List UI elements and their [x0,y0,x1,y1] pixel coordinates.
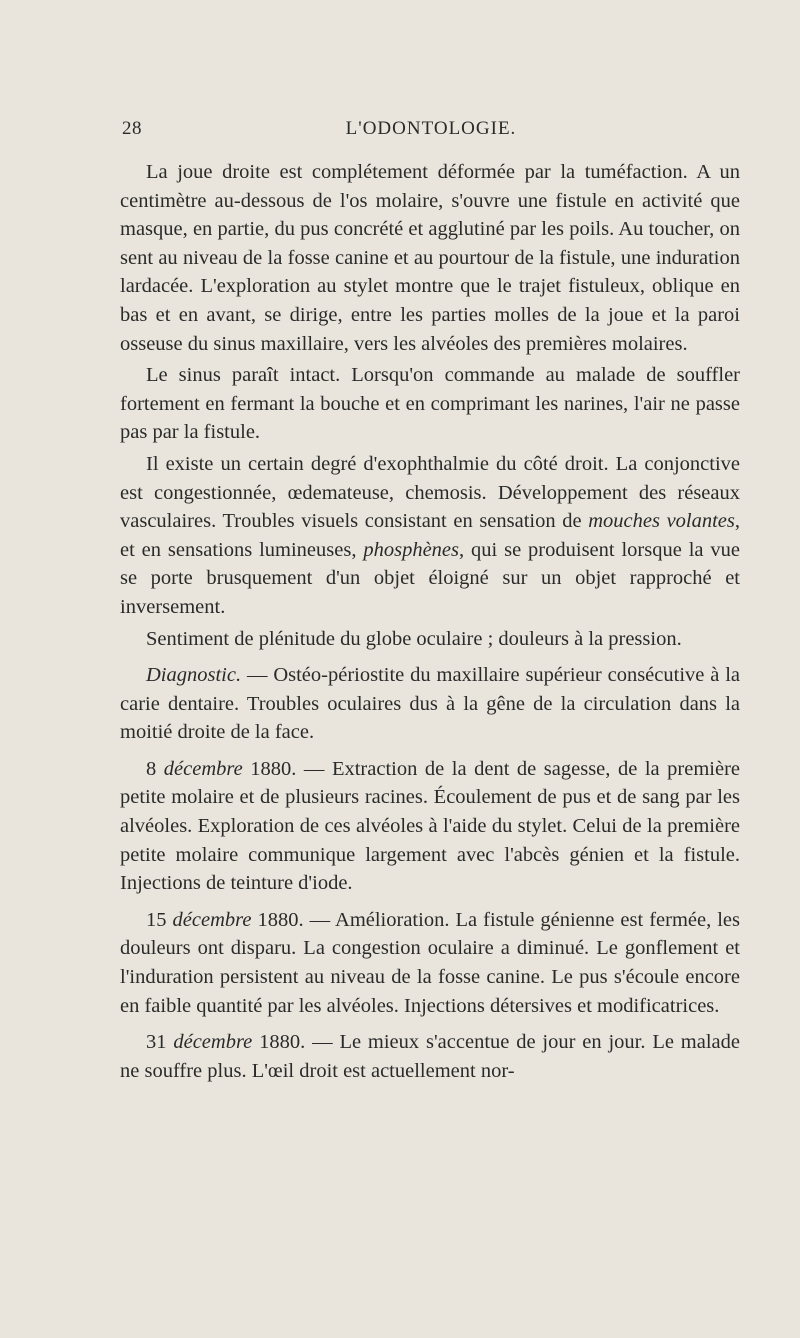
paragraph-3 [120,450,740,622]
text-run: La joue droite est complétement déformée par la tuméfaction. A un centimètre au-dessous de l'os molaire, s'ouvre une fistule en activité que masque, en partie, du pus concrété et agglutiné par les poils. Au toucher, on sent au niveau de la fosse canine et au pourtour de la fistule, une induration lardacée. L'exploration au stylet montre que le trajet fistuleux, oblique en bas et en avant, se dirige, entre les parties molles de la joue et la paroi osseuse du sinus maxillaire, vers les alvéoles des premières molaires. [120,161,740,355]
text-run: 1880. — Le mieux s'accentue de jour en jour. Le malade ne souffre plus. L'œil droit est actuellement nor- [120,1031,740,1082]
text-run: Le sinus paraît intact. Lorsqu'on commande au malade de souffler fortement en fermant la bouche et en comprimant les narines, l'air ne passe pas par la fistule. [120,364,740,444]
text-run: , qui se produisent lorsque la vue se porte brusquement d'un objet éloigné sur un objet rapproché et inversement. [120,538,741,618]
date-month: décembre [163,757,243,780]
body-text [120,158,740,1085]
paragraph-15-decembre [120,906,740,1020]
paragraph-1 [120,158,740,358]
italic-term: mouches volantes [588,510,735,533]
text-run: Sentiment de plénitude du globe oculaire ; douleurs à la pression. [146,627,682,650]
section-label: Diagnostic. [146,664,242,687]
page-header [122,118,740,144]
date-day: 8 [146,757,164,780]
text-run: 1880. — Extraction de la dent de sagesse, de la première petite molaire et de plusieurs racines. Écoulement de pus et de sang par les alvéoles. Exploration de ces alvéoles à l'aide du stylet. Celui de la première petite molaire communique largement avec l'abcès génien et la fistule. Injections de teinture d'iode. [120,757,741,895]
date-day: 31 [146,1031,174,1054]
date-month: décembre [173,1031,253,1054]
running-head: L'ODONTOLOGIE. [345,118,517,139]
italic-term: phosphènes [363,538,459,561]
paragraph-31-decembre [120,1028,740,1085]
date-day: 15 [146,908,173,931]
text-run: — Ostéo-périostite du maxillaire supérieur consécutive à la carie dentaire. Troubles oculaires dus à la gêne de la circulation dans la moitié droite de la face. [120,664,740,744]
text-run: Il existe un certain degré d'exophthalmie du côté droit. La conjonctive est congestionnée, œdemateuse, chemosis. Développement des réseaux vasculaires. Troubles visuels consistant en sensation de [120,452,740,533]
date-month: décembre [172,908,252,931]
text-run: , et en sensations lumineuses, [120,510,741,561]
paragraph-diagnostic [120,661,740,747]
paragraph-2 [120,361,740,447]
paragraph-4 [120,625,740,654]
page-number: 28 [122,118,142,139]
text-run: 1880. — Amélioration. La fistule génienne est fermée, les douleurs ont disparu. La congestion oculaire a diminué. Le gonflement et l'induration persistent au niveau de la fosse canine. Le pus s'écoule encore en faible quantité par les alvéoles. Injections détersives et modificatrices. [120,908,741,1017]
paragraph-8-decembre [120,755,740,898]
